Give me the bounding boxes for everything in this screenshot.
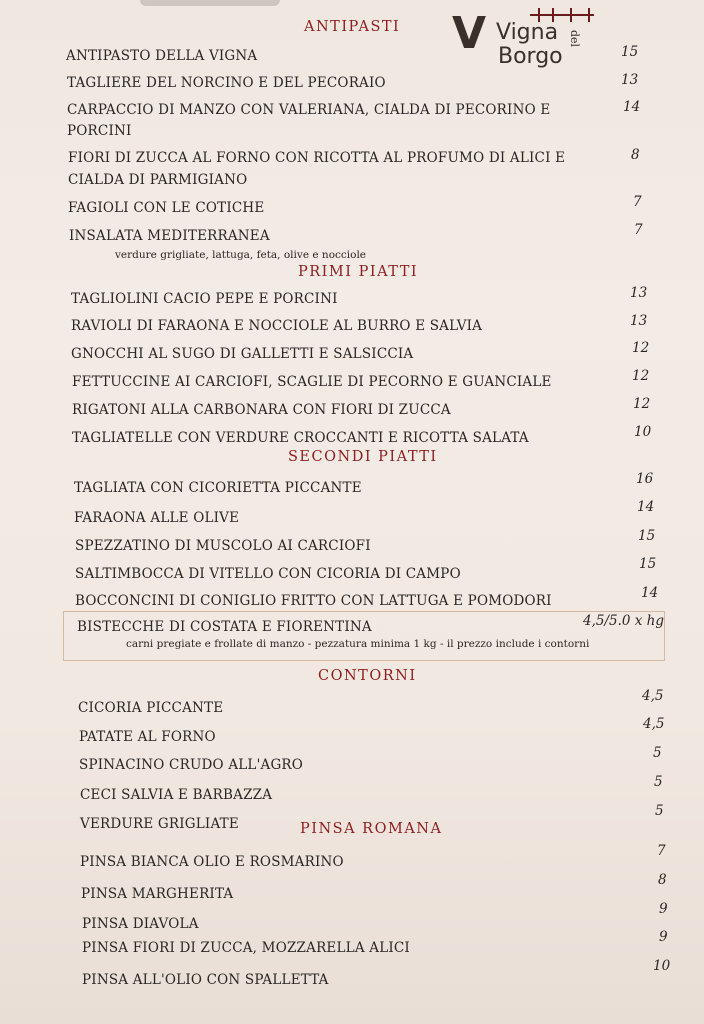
- menu-item-name: INSALATA MEDITERRANEA: [69, 228, 270, 244]
- menu-item-price: 12: [633, 396, 651, 412]
- menu-item-name: FARAONA ALLE OLIVE: [74, 510, 240, 526]
- menu-item-price: 16: [636, 471, 654, 487]
- menu-item-name: PINSA DIAVOLA: [82, 916, 199, 932]
- menu-item-name: PINSA MARGHERITA: [81, 886, 234, 902]
- menu-item-price: 7: [657, 843, 666, 859]
- menu-item-name: RIGATONI ALLA CARBONARA CON FIORI DI ZUCCA: [72, 402, 451, 418]
- menu-item-price: 8: [631, 147, 640, 163]
- menu-item-name: TAGLIOLINI CACIO PEPE E PORCINI: [71, 291, 338, 307]
- menu-item-note: carni pregiate e frollate di manzo - pezzatura minima 1 kg - il prezzo include i contorni: [126, 638, 590, 650]
- menu-item-name: FIORI DI ZUCCA AL FORNO CON RICOTTA AL PROFUMO DI ALICI E: [68, 150, 566, 166]
- menu-item-name: GNOCCHI AL SUGO DI GALLETTI E SALSICCIA: [71, 346, 414, 362]
- menu-item-price: 4,5: [643, 716, 665, 732]
- menu-item-price: 12: [632, 368, 650, 384]
- menu-item-name: CARPACCIO DI MANZO CON VALERIANA, CIALDA DI PECORINO E: [67, 102, 551, 118]
- logo-ornament: [530, 14, 594, 16]
- menu-item-price: 13: [630, 285, 648, 301]
- menu-item-name: PINSA ALL'OLIO CON SPALLETTA: [82, 972, 329, 988]
- menu-item-price: 5: [654, 774, 663, 790]
- menu-item-name: VERDURE GRIGLIATE: [80, 816, 239, 832]
- menu-item-price: 14: [641, 585, 659, 601]
- menu-item-name: BOCCONCINI DI CONIGLIO FRITTO CON LATTUGA E POMODORI: [75, 593, 552, 609]
- menu-item-price: 5: [655, 803, 664, 819]
- menu-item-price: 5: [653, 745, 662, 761]
- menu-item-price: 12: [632, 340, 650, 356]
- menu-item-price: 15: [639, 556, 657, 572]
- menu-item-price: 8: [658, 872, 667, 888]
- logo-v: V: [452, 8, 486, 59]
- logo-small: del: [568, 29, 582, 48]
- logo-line2: Borgo: [498, 44, 563, 69]
- menu-item-price: 10: [634, 424, 652, 440]
- menu-item-price: 10: [653, 958, 671, 974]
- menu-item-name: FAGIOLI CON LE COTICHE: [68, 200, 265, 216]
- menu-item-price: 7: [634, 222, 643, 238]
- menu-item-price: 15: [638, 528, 656, 544]
- menu-item-price: 14: [623, 99, 641, 115]
- menu-item-name: TAGLIATELLE CON VERDURE CROCCANTI E RICOTTA SALATA: [72, 430, 529, 446]
- menu-item-note: verdure grigliate, lattuga, feta, olive e nocciole: [115, 249, 367, 261]
- section-secondi: SECONDI PIATTI: [288, 449, 438, 465]
- section-antipasti: ANTIPASTI: [304, 19, 401, 35]
- menu-item-price: 4,5: [642, 688, 664, 704]
- menu-item-price: 14: [637, 499, 655, 515]
- menu-item-name: PINSA BIANCA OLIO E ROSMARINO: [80, 854, 344, 870]
- menu-item-price: 9: [659, 929, 668, 945]
- logo-line1: Vigna: [496, 20, 559, 45]
- menu-item-price: 4,5/5.0 x hg: [583, 613, 665, 629]
- menu-item-name: ANTIPASTO DELLA VIGNA: [66, 48, 258, 64]
- menu-item-price: 9: [659, 901, 668, 917]
- menu-item-name-cont: PORCINI: [67, 123, 132, 139]
- clip: [140, 0, 280, 6]
- menu-item-name: CICORIA PICCANTE: [78, 700, 224, 716]
- section-contorni: CONTORNI: [318, 668, 417, 684]
- menu-item-name: FETTUCCINE AI CARCIOFI, SCAGLIE DI PECORNO E GUANCIALE: [72, 374, 552, 390]
- menu-item-name: SPINACINO CRUDO ALL'AGRO: [79, 757, 304, 773]
- menu-item-price: 13: [621, 72, 639, 88]
- menu-item-name: TAGLIATA CON CICORIETTA PICCANTE: [74, 480, 362, 496]
- menu-item-name: SALTIMBOCCA DI VITELLO CON CICORIA DI CAMPO: [75, 566, 461, 582]
- menu-item-name: PINSA FIORI DI ZUCCA, MOZZARELLA ALICI: [82, 940, 410, 956]
- menu-item-name: TAGLIERE DEL NORCINO E DEL PECORAIO: [67, 75, 386, 91]
- section-primi: PRIMI PIATTI: [298, 264, 419, 280]
- menu-item-name: SPEZZATINO DI MUSCOLO AI CARCIOFI: [75, 538, 371, 554]
- menu-item-price: 7: [633, 194, 642, 210]
- restaurant-logo: [446, 8, 596, 74]
- section-pinsa: PINSA ROMANA: [300, 821, 443, 837]
- menu-item-name-cont: CIALDA DI PARMIGIANO: [68, 172, 248, 188]
- menu-item-name: PATATE AL FORNO: [79, 729, 216, 745]
- menu-item-price: 13: [630, 313, 648, 329]
- menu-item-name: RAVIOLI DI FARAONA E NOCCIOLE AL BURRO E SALVIA: [71, 318, 483, 334]
- menu-item-name: BISTECCHE DI COSTATA E FIORENTINA: [77, 619, 372, 635]
- menu-item-name: CECI SALVIA E BARBAZZA: [80, 787, 273, 803]
- menu-item-price: 15: [621, 44, 639, 60]
